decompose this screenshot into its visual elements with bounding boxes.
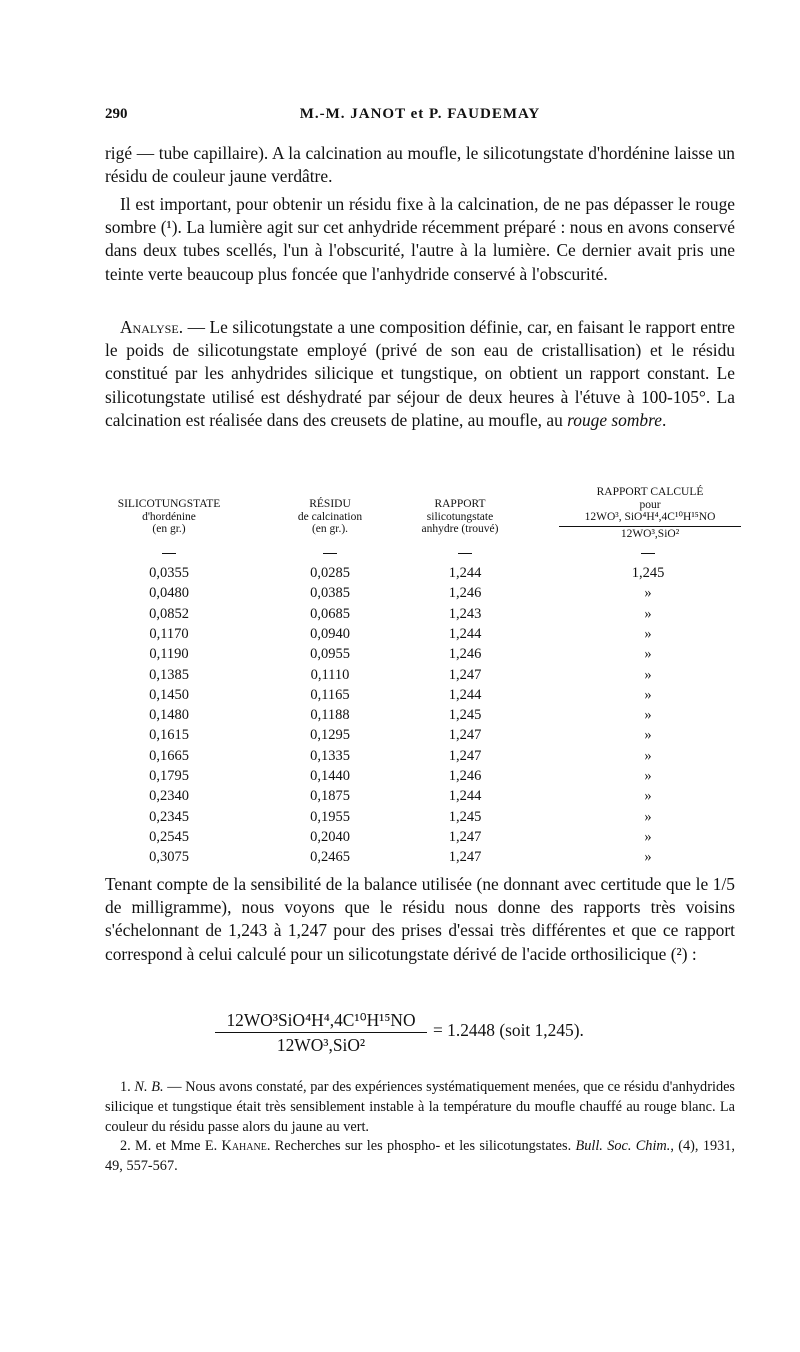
analyse-end: . (661, 409, 667, 430)
cell-rapport-trouve: 1,244 (448, 625, 482, 642)
footnote-2 (105, 1137, 735, 1177)
table-row (105, 585, 745, 605)
col1-line2: d'hordénine (142, 510, 196, 523)
footnote-1-nb: N. B. (134, 1079, 164, 1095)
col1-dash (162, 553, 176, 554)
table-row (105, 788, 745, 808)
cell-silicotungstate: 0,0355 (149, 565, 189, 581)
cell-rapport-trouve: 1,247 (448, 849, 482, 866)
cell-rapport-calcule: » (644, 849, 652, 866)
cell-silicotungstate: 0,0852 (149, 605, 189, 622)
cell-rapport-trouve: 1,246 (448, 585, 482, 602)
cell-residu: 0,1440 (310, 768, 350, 784)
cell-rapport-calcule: » (644, 686, 652, 703)
footnote-1-number: 1. (120, 1079, 135, 1095)
col4-line1: RAPPORT CALCULÉ (596, 486, 704, 498)
cell-silicotungstate: 0,1615 (149, 727, 189, 744)
table-row (105, 768, 745, 788)
cell-silicotungstate: 0,1665 (149, 747, 189, 764)
running-header (105, 106, 735, 130)
cell-rapport-calcule: » (644, 646, 652, 663)
col3-line3: anhydre (trouvé) (421, 523, 499, 535)
page-number: 290 (105, 106, 128, 122)
col2-line2: de calcination (297, 510, 363, 523)
formula-numerator: 12WO³SiO⁴H⁴,4C¹⁰H¹⁵NO (226, 1010, 416, 1030)
col4-line2: pour (639, 498, 661, 511)
cell-rapport-trouve: 1,247 (448, 666, 482, 683)
formula-result: = 1.2448 (soit 1,245). (433, 1020, 584, 1040)
cell-rapport-calcule: » (644, 727, 652, 744)
table-row (105, 606, 745, 626)
cell-silicotungstate: 0,2545 (149, 828, 189, 845)
cell-residu: 0,0685 (310, 605, 350, 622)
analyse-text: — Le silicotungstate a une composition définie, car, en faisant le rapport entre le poids de silicotungstate employé (privé de son eau de cristallisation) et le résidu constitué par les anhydrides silicique et tungstique, on obtient un rapport constant. Le silicotungstate utilisé est déshydraté par séjour de deux heures à l'étuve à 100-105°. La calcination est réalisée dans des creusets de platine, au moufle, au (105, 317, 735, 430)
col4-numerator: 12WO³, SiO⁴H⁴,4C¹⁰H¹⁵NO (584, 511, 716, 523)
cell-silicotungstate: 0,0480 (149, 585, 189, 602)
cell-residu: 0,0385 (310, 585, 350, 602)
cell-silicotungstate: 0,1385 (149, 666, 189, 683)
col2-line3: (en gr.). (311, 523, 349, 535)
cell-rapport-trouve: 1,246 (448, 646, 482, 663)
col-header-rapport-calcule (545, 486, 755, 540)
cell-rapport-calcule: » (644, 788, 652, 805)
cell-residu: 0,1875 (310, 788, 350, 805)
cell-rapport-trouve: 1,244 (448, 565, 482, 581)
cell-silicotungstate: 0,1450 (149, 686, 189, 703)
col4-denominator: 12WO³,SiO² (620, 527, 680, 540)
cell-residu: 0,1335 (310, 747, 350, 764)
formula (215, 1010, 655, 1060)
cell-rapport-calcule: » (644, 605, 652, 622)
footnotes (105, 1078, 735, 1177)
cell-rapport-trouve: 1,243 (448, 605, 482, 622)
cell-residu: 0,1295 (310, 727, 350, 744)
cell-residu: 0,1110 (310, 666, 350, 683)
cell-silicotungstate: 0,2345 (149, 808, 189, 825)
table-row (105, 727, 745, 747)
analyse-heading: Analyse. (120, 317, 184, 337)
header-authors: M.-M. JANOT et P. FAUDEMAY (299, 106, 541, 122)
table-row (105, 849, 745, 869)
col3-dash (458, 553, 472, 554)
table-row (105, 626, 745, 646)
cell-residu: 0,0940 (310, 625, 350, 642)
cell-silicotungstate: 0,1190 (149, 646, 189, 663)
formula-fraction-bar (215, 1032, 427, 1033)
cell-rapport-trouve: 1,244 (448, 788, 482, 805)
paragraph-1: rigé — tube capillaire). A la calcination au moufle, le silicotungstate d'hordénine laisse un résidu de couleur jaune verdâtre. (105, 143, 735, 187)
cell-residu: 0,2465 (310, 849, 350, 866)
footnote-1-text: — Nous avons constaté, par des expériences systématiquement menées, que ce résidu d'anhydrides silicique et tungstique était très sensiblement instable à la température du moufle chauffé au rouge blanc. La couleur du résidu passe alors du jaune au vert. (105, 1079, 735, 1135)
cell-rapport-trouve: 1,245 (448, 707, 482, 724)
footnote-2-author: Kahane (221, 1138, 267, 1155)
col1-line1: SILICOTUNGSTATE (117, 498, 221, 510)
table-row (105, 646, 745, 666)
footnote-2-ref: , (4), 1931, 49, 557-567. (105, 1138, 736, 1175)
table-row (105, 687, 745, 707)
cell-rapport-trouve: 1,247 (448, 828, 482, 845)
col-header-silicotungstate (105, 498, 233, 536)
col4-fraction-bar (559, 526, 741, 527)
cell-residu: 0,1188 (310, 707, 350, 724)
cell-rapport-calcule: » (644, 625, 652, 642)
cell-rapport-calcule: » (644, 768, 652, 784)
footnote-1 (105, 1078, 735, 1137)
cell-residu: 0,1955 (310, 808, 350, 825)
cell-rapport-calcule: » (644, 808, 652, 825)
col-header-rapport (395, 498, 525, 536)
cell-residu: 0,0955 (310, 646, 350, 663)
cell-silicotungstate: 0,1170 (149, 625, 189, 642)
cell-rapport-calcule: 1,245 (631, 565, 665, 581)
cell-residu: 0,1165 (310, 686, 350, 703)
col1-line3: (en gr.) (152, 523, 186, 535)
table-row (105, 707, 745, 727)
col2-line1: RÉSIDU (309, 498, 351, 510)
col2-dash (323, 553, 337, 554)
cell-silicotungstate: 0,1480 (149, 707, 189, 724)
cell-rapport-calcule: » (644, 707, 652, 724)
cell-rapport-trouve: 1,246 (448, 768, 482, 784)
cell-rapport-calcule: » (644, 828, 652, 845)
col3-line2: silicotungstate (426, 510, 494, 523)
footnote-2-prefix: 2. M. et Mme E. (120, 1138, 222, 1155)
table-row (105, 667, 745, 687)
paragraph-analyse (105, 316, 735, 432)
paragraph-2: Il est important, pour obtenir un résidu fixe à la calcination, de ne pas dépasser le rouge sombre (¹). La lumière agit sur cet anhydride récemment préparé : nous en avons conservé dans deux tubes scellés, l'un à l'obscurité, l'autre à la lumière. Ce dernier avait pris une teinte verte beaucoup plus foncée que l'anhydride conservé à l'obscurité. (105, 194, 735, 284)
table-header (105, 486, 745, 566)
col3-line1: RAPPORT (434, 498, 486, 510)
formula-denominator: 12WO³,SiO² (276, 1035, 366, 1055)
analyse-italic: rouge sombre (567, 409, 662, 430)
paragraph-conclusion: Tenant compte de la sensibilité de la balance utilisée (ne donnant avec certitude que le 1/5 de milligramme), nous voyons que le résidu nous donne des rapports très voisins s'échelonnant de 1,243 à 1,247 pour des prises d'essai très différentes et que ce rapport correspond à celui calculé pour un silicotungstate dérivé de l'acide orthosilicique (²) : (105, 874, 735, 964)
cell-rapport-trouve: 1,244 (448, 686, 482, 703)
table-row (105, 829, 745, 849)
cell-silicotungstate: 0,2340 (149, 788, 189, 805)
cell-rapport-trouve: 1,245 (448, 808, 482, 825)
col-header-residu (265, 498, 395, 536)
table-row (105, 748, 745, 768)
table-row (105, 809, 745, 829)
cell-rapport-calcule: » (644, 585, 652, 602)
cell-rapport-calcule: » (644, 666, 652, 683)
footnote-2-title: . Recherches sur les phospho- et les silicotungstates. (266, 1138, 576, 1155)
cell-residu: 0,2040 (310, 828, 350, 845)
table-body (105, 565, 745, 865)
table-row (105, 565, 745, 585)
cell-rapport-trouve: 1,247 (448, 747, 482, 764)
cell-silicotungstate: 0,3075 (149, 849, 189, 866)
cell-silicotungstate: 0,1795 (149, 768, 189, 784)
footnote-2-journal: Bull. Soc. Chim. (575, 1138, 671, 1155)
cell-residu: 0,0285 (310, 565, 350, 581)
cell-rapport-calcule: » (644, 747, 652, 764)
col4-dash (641, 553, 655, 554)
cell-rapport-trouve: 1,247 (448, 727, 482, 744)
